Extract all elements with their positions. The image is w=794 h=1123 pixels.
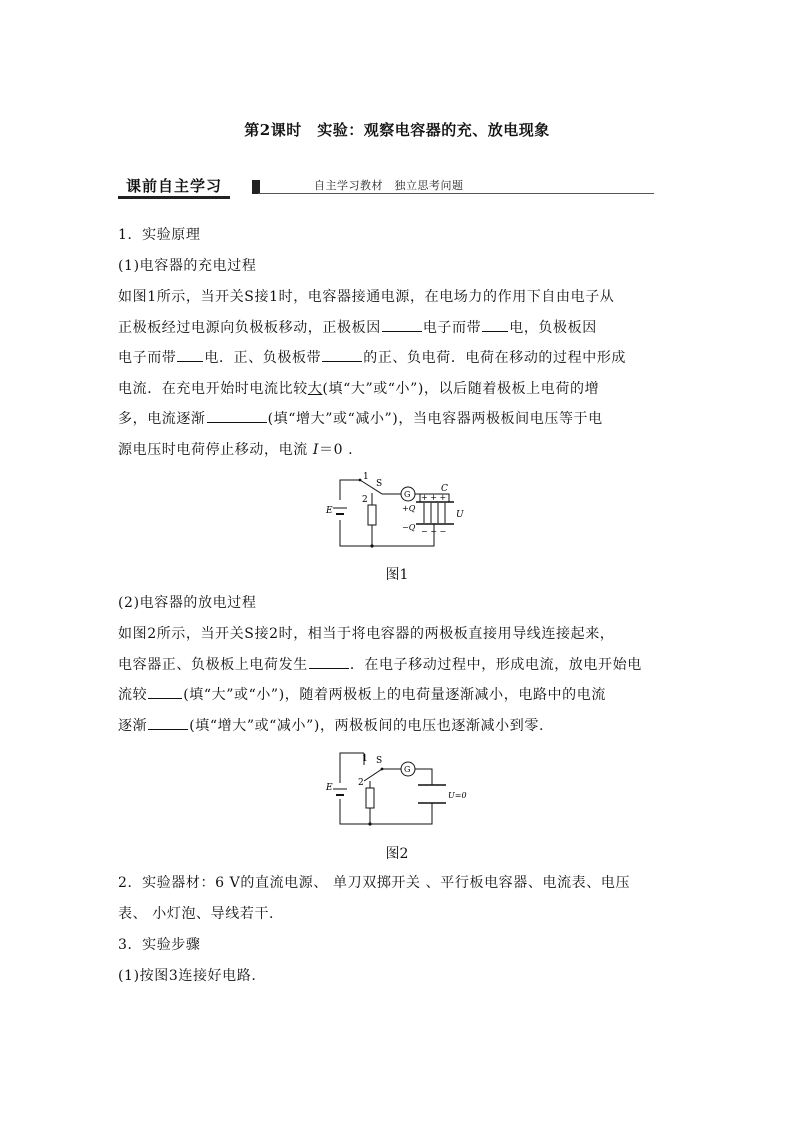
svg-text:G: G bbox=[404, 490, 411, 499]
page-title: 第2课时 实验：观察电容器的充、放电现象 bbox=[244, 121, 550, 139]
step-1: (1)按图3连接好电路. bbox=[118, 968, 257, 984]
svg-text:1: 1 bbox=[362, 754, 368, 764]
svg-text:−Q: −Q bbox=[402, 523, 416, 532]
charging-subheading: (1)电容器的充电过程 bbox=[118, 258, 257, 274]
figure-1-circuit bbox=[324, 470, 474, 552]
svg-text:− − −: − − − bbox=[421, 527, 447, 536]
svg-text:2: 2 bbox=[358, 778, 364, 788]
svg-text:U: U bbox=[456, 510, 464, 520]
banner-tag: 课前自主学习 bbox=[118, 176, 230, 199]
equipment-paragraph: 2．实验器材：6 V的直流电源、 单刀双掷开关 、平行板电容器、电流表、电压 表、 小灯泡、导线若干. bbox=[118, 875, 631, 922]
svg-text:S: S bbox=[376, 756, 383, 766]
svg-text:E: E bbox=[326, 506, 333, 516]
banner-subtitle: 自主学习教材 独立思考问题 bbox=[314, 179, 464, 192]
blank-7 bbox=[148, 684, 182, 699]
svg-text:2: 2 bbox=[362, 495, 368, 505]
banner-divider bbox=[258, 193, 654, 194]
answer-da: 大 bbox=[307, 380, 323, 397]
principle-heading: 1．实验原理 bbox=[118, 227, 201, 243]
blank-8 bbox=[148, 715, 188, 730]
svg-text:C: C bbox=[441, 484, 448, 494]
blank-6 bbox=[309, 654, 349, 669]
discharging-subheading: (2)电容器的放电过程 bbox=[118, 595, 257, 611]
blank-3 bbox=[177, 347, 203, 362]
svg-text:+Q: +Q bbox=[402, 504, 416, 513]
figure-2-caption: 图2 bbox=[385, 846, 409, 862]
banner-bar bbox=[252, 180, 260, 194]
section-banner bbox=[118, 176, 654, 196]
blank-5 bbox=[207, 408, 267, 423]
figure-2-circuit bbox=[324, 745, 474, 830]
svg-text:G: G bbox=[404, 765, 411, 774]
svg-text:E: E bbox=[326, 783, 333, 793]
svg-text:S: S bbox=[376, 479, 383, 489]
discharging-paragraph: 如图2所示，当开关S接2时，相当于将电容器的两极板直接用导线连接起来， 电容器正、负极板上电荷发生 ．在电子移动过程中，形成电流，放电开始电 流较 (填“大”或“小”)，随着两极板上的电荷量逐渐减小，电路中的电流 逐渐 (填“增大”或“减小”)，两极板间的电压也逐渐减小到零. bbox=[118, 626, 642, 734]
steps-heading: 3．实验步骤 bbox=[118, 937, 201, 953]
charging-paragraph: 如图1所示，当开关S接1时，电容器接通电源，在电场力的作用下自由电子从 正极板经过电源向负极板移动，正极板因 电子而带 电，负极板因 电子而带 电．正、负极板带 的正、负电荷．电荷在移动的过程中形成 电流．在充电开始时电流比较大(填“大”或“小”)，以后随着极板上电荷的增 多，电流逐渐 (填“增大”或“减小”)，当电容器两极板间电压等于电 源电压时电荷停止移动，电流 I＝0 . bbox=[118, 289, 627, 458]
blank-2 bbox=[482, 317, 508, 332]
svg-text:U=0: U=0 bbox=[448, 791, 467, 800]
blank-4 bbox=[322, 347, 362, 362]
blank-1 bbox=[382, 317, 422, 332]
figure-1-caption: 图1 bbox=[385, 567, 409, 583]
svg-text:1: 1 bbox=[363, 472, 369, 482]
svg-text:+ + +: + + + bbox=[421, 493, 447, 502]
